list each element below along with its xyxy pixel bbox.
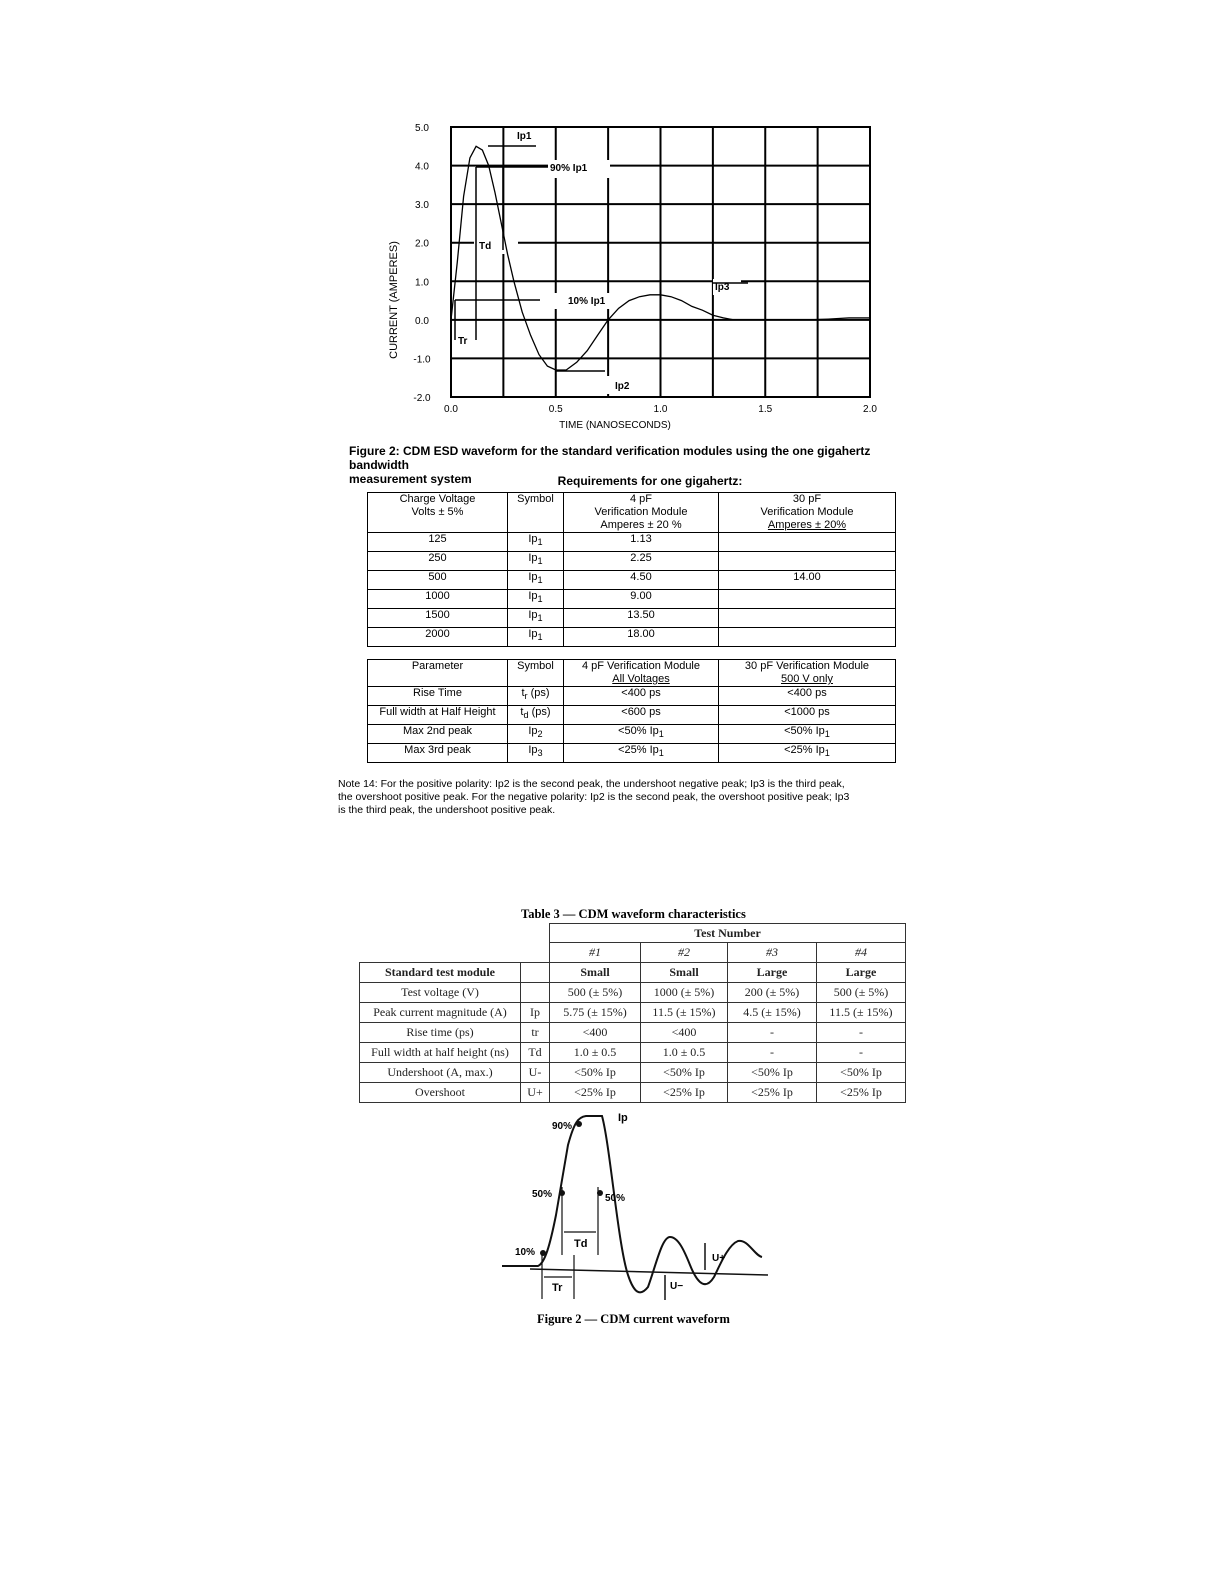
cell-30pf (719, 552, 896, 571)
cell-symbol: $Ip_2$ (508, 725, 564, 744)
y-tick-label: 4.0 (415, 161, 429, 173)
cell-voltage: 125 (368, 533, 508, 552)
row-value: 500 (± 5%) (817, 983, 906, 1003)
y-tick-labels (413, 123, 431, 404)
table-row (360, 1043, 906, 1063)
cell-symbol: $Ip_1$ (508, 571, 564, 590)
label-10: 10% (515, 1247, 536, 1258)
requirements-title: Requirements for one gigahertz: (557, 474, 743, 488)
table-row (368, 571, 896, 590)
row-symbol: Ip (521, 1003, 550, 1023)
cell-symbol: $Ip_1$ (508, 628, 564, 647)
module-row (360, 963, 906, 983)
x-axis-label: TIME (NANOSECONDS) (559, 420, 671, 431)
cell-4pf: 2.25 (564, 552, 719, 571)
point-50-right (597, 1190, 603, 1196)
chart-annotations (455, 128, 748, 394)
cell-30pf: <400 ps (719, 687, 896, 706)
x-tick-label: 0.0 (444, 404, 458, 415)
table3-title: Table 3 — CDM waveform characteristics (521, 907, 746, 921)
label-50-left: 50% (532, 1189, 553, 1200)
row-value: <25% Ip (728, 1083, 817, 1103)
cell-symbol: $Ip_1$ (508, 590, 564, 609)
table-row (368, 552, 896, 571)
row-value: <25% Ip (550, 1083, 641, 1103)
number-row (360, 943, 906, 963)
table-row (360, 1063, 906, 1083)
note-line-2: the overshoot positive peak. For the negative polarity: Ip2 is the second peak, the overshoot positive peak; Ip3 (338, 791, 850, 803)
figure2b-caption: Figure 2 — CDM current waveform (537, 1312, 730, 1326)
caption-line-2: measurement system (349, 472, 472, 486)
row-symbol: tr (521, 1023, 550, 1043)
annotation-label: 90% Ip1 (550, 163, 588, 174)
note-line-1: Note 14: For the positive polarity: Ip2 is the second peak, the undershoot negative peak; Ip3 is the third peak, (338, 778, 845, 790)
row-label: Peak current magnitude (A) (360, 1003, 521, 1023)
row-label: Undershoot (A, max.) (360, 1063, 521, 1083)
header-4pf: 4 pF Verification Module All Voltages (564, 660, 719, 687)
header-symbol: Symbol (508, 660, 564, 687)
x-tick-label: 1.0 (653, 404, 668, 415)
table-row (368, 628, 896, 647)
cell-4pf: <400 ps (564, 687, 719, 706)
row-value: 11.5 (± 15%) (641, 1003, 728, 1023)
note-14 (338, 778, 928, 817)
table-row (360, 1003, 906, 1023)
row-label: Overshoot (360, 1083, 521, 1103)
test-number-cell: #4 (817, 943, 906, 963)
label-50-right: 50% (605, 1193, 626, 1204)
x-tick-labels (444, 404, 877, 415)
cell-4pf: 1.13 (564, 533, 719, 552)
cell-30pf (719, 533, 896, 552)
cell-4pf: 13.50 (564, 609, 719, 628)
table-header-row (368, 660, 896, 687)
cell-parameter: Max 2nd peak (368, 725, 508, 744)
x-tick-label: 2.0 (863, 404, 877, 415)
cell-4pf: <25% $Ip_1$ (564, 744, 719, 763)
note-line-3: is the third peak, the undershoot positive peak. (338, 804, 556, 816)
table-row (368, 725, 896, 744)
cell-30pf: <25% $Ip_1$ (719, 744, 896, 763)
row-symbol: Td (521, 1043, 550, 1063)
annotation-label: Ip1 (517, 131, 532, 142)
test-number-cell: #2 (641, 943, 728, 963)
row-value: - (728, 1023, 817, 1043)
header-4pf: 4 pF Verification Module Amperes ± 20 % (564, 493, 719, 533)
cdm-current-waveform-figure (490, 1105, 790, 1305)
cell-parameter: Rise Time (368, 687, 508, 706)
cell-30pf (719, 590, 896, 609)
row-value: 1000 (± 5%) (641, 983, 728, 1003)
row-value: <400 (550, 1023, 641, 1043)
label-u-plus: U+ (712, 1253, 726, 1264)
y-tick-label: 5.0 (415, 123, 429, 134)
annotation-label: 10% Ip1 (568, 296, 606, 307)
row-value: <50% Ip (728, 1063, 817, 1083)
module-label: Standard test module (360, 963, 521, 983)
row-label: Rise time (ps) (360, 1023, 521, 1043)
table-row (360, 1023, 906, 1043)
row-value: <400 (641, 1023, 728, 1043)
label-90: 90% (552, 1121, 573, 1132)
cell-symbol: $t_d$ (ps) (508, 706, 564, 725)
header-parameter: Parameter (368, 660, 508, 687)
annotation-label: Ip2 (615, 381, 630, 392)
y-tick-label: 1.0 (415, 277, 429, 289)
cell-parameter: Full width at Half Height (368, 706, 508, 725)
label-tr: Tr (552, 1282, 563, 1294)
row-value: <25% Ip (641, 1083, 728, 1103)
module-cell: Large (817, 963, 906, 983)
module-cell: Small (641, 963, 728, 983)
point-50-left (559, 1190, 565, 1196)
y-axis-label: CURRENT (AMPERES) (388, 241, 400, 359)
row-value: - (817, 1023, 906, 1043)
table-row (368, 744, 896, 763)
y-tick-label: 0.0 (415, 315, 429, 327)
table-row (360, 983, 906, 1003)
parameters-table (367, 659, 896, 763)
x-tick-label: 0.5 (548, 404, 563, 415)
cell-parameter: Max 3rd peak (368, 744, 508, 763)
cell-30pf: <50% $Ip_1$ (719, 725, 896, 744)
row-value: 500 (± 5%) (550, 983, 641, 1003)
row-value: 200 (± 5%) (728, 983, 817, 1003)
requirements-table (367, 492, 896, 647)
row-value: - (728, 1043, 817, 1063)
cell-4pf: <50% $Ip_1$ (564, 725, 719, 744)
test-number-header: Test Number (550, 924, 906, 943)
cell-4pf: 4.50 (564, 571, 719, 590)
header-30pf: 30 pF Verification Module Amperes ± 20% (719, 493, 896, 533)
cdm-characteristics-table (359, 923, 906, 1103)
row-label: Full width at half height (ns) (360, 1043, 521, 1063)
table-row (368, 533, 896, 552)
baseline (530, 1269, 768, 1275)
caption-line-1: Figure 2: CDM ESD waveform for the standard verification modules using the one gigahertz bandwidth (349, 444, 871, 472)
y-tick-label: -2.0 (413, 393, 431, 404)
cell-4pf: <600 ps (564, 706, 719, 725)
cell-symbol: $Ip_1$ (508, 552, 564, 571)
cell-30pf: <1000 ps (719, 706, 896, 725)
label-u-minus: U− (670, 1281, 684, 1292)
label-ip: Ip (618, 1112, 628, 1124)
table-row (368, 687, 896, 706)
cell-symbol: $Ip_3$ (508, 744, 564, 763)
module-cell: Small (550, 963, 641, 983)
test-number-row (360, 924, 906, 943)
cell-4pf: 18.00 (564, 628, 719, 647)
cell-4pf: 9.00 (564, 590, 719, 609)
cell-voltage: 1000 (368, 590, 508, 609)
cell-voltage: 2000 (368, 628, 508, 647)
cell-voltage: 1500 (368, 609, 508, 628)
row-value: - (817, 1043, 906, 1063)
row-label: Test voltage (V) (360, 983, 521, 1003)
y-tick-label: -1.0 (413, 354, 431, 366)
point-10 (540, 1250, 546, 1256)
row-value: 11.5 (± 15%) (817, 1003, 906, 1023)
row-symbol (521, 983, 550, 1003)
cell-30pf (719, 609, 896, 628)
row-value: 4.5 (± 15%) (728, 1003, 817, 1023)
waveform-curve (502, 1116, 762, 1292)
annotation-label: Td (479, 241, 492, 252)
cell-30pf: 14.00 (719, 571, 896, 590)
row-value: 5.75 (± 15%) (550, 1003, 641, 1023)
y-tick-label: 3.0 (415, 200, 429, 212)
test-number-cell: #1 (550, 943, 641, 963)
header-30pf: 30 pF Verification Module 500 V only (719, 660, 896, 687)
x-tick-label: 1.5 (758, 404, 773, 415)
y-tick-label: 2.0 (415, 238, 429, 250)
test-number-cell: #3 (728, 943, 817, 963)
table-row (368, 706, 896, 725)
header-symbol: Symbol (508, 493, 564, 533)
cell-30pf (719, 628, 896, 647)
table-header-row (368, 493, 896, 533)
row-value: <50% Ip (550, 1063, 641, 1083)
row-value: <25% Ip (817, 1083, 906, 1103)
cell-symbol: $t_r$ (ps) (508, 687, 564, 706)
row-symbol: U- (521, 1063, 550, 1083)
header-charge-voltage: Charge Voltage Volts ± 5% (368, 493, 508, 533)
cell-voltage: 250 (368, 552, 508, 571)
row-value: <50% Ip (817, 1063, 906, 1083)
label-td: Td (574, 1238, 588, 1250)
module-cell: Large (728, 963, 817, 983)
cdm-waveform-chart (0, 0, 1225, 440)
table-row (368, 590, 896, 609)
row-value: 1.0 ± 0.5 (550, 1043, 641, 1063)
annotation-label: Tr (458, 336, 468, 347)
cell-voltage: 500 (368, 571, 508, 590)
row-value: 1.0 ± 0.5 (641, 1043, 728, 1063)
cell-symbol: $Ip_1$ (508, 609, 564, 628)
row-symbol: U+ (521, 1083, 550, 1103)
point-90 (576, 1121, 582, 1127)
table-row (360, 1083, 906, 1103)
cell-symbol: $Ip_1$ (508, 533, 564, 552)
row-value: <50% Ip (641, 1063, 728, 1083)
table-row (368, 609, 896, 628)
annotation-label: Ip3 (715, 282, 730, 293)
